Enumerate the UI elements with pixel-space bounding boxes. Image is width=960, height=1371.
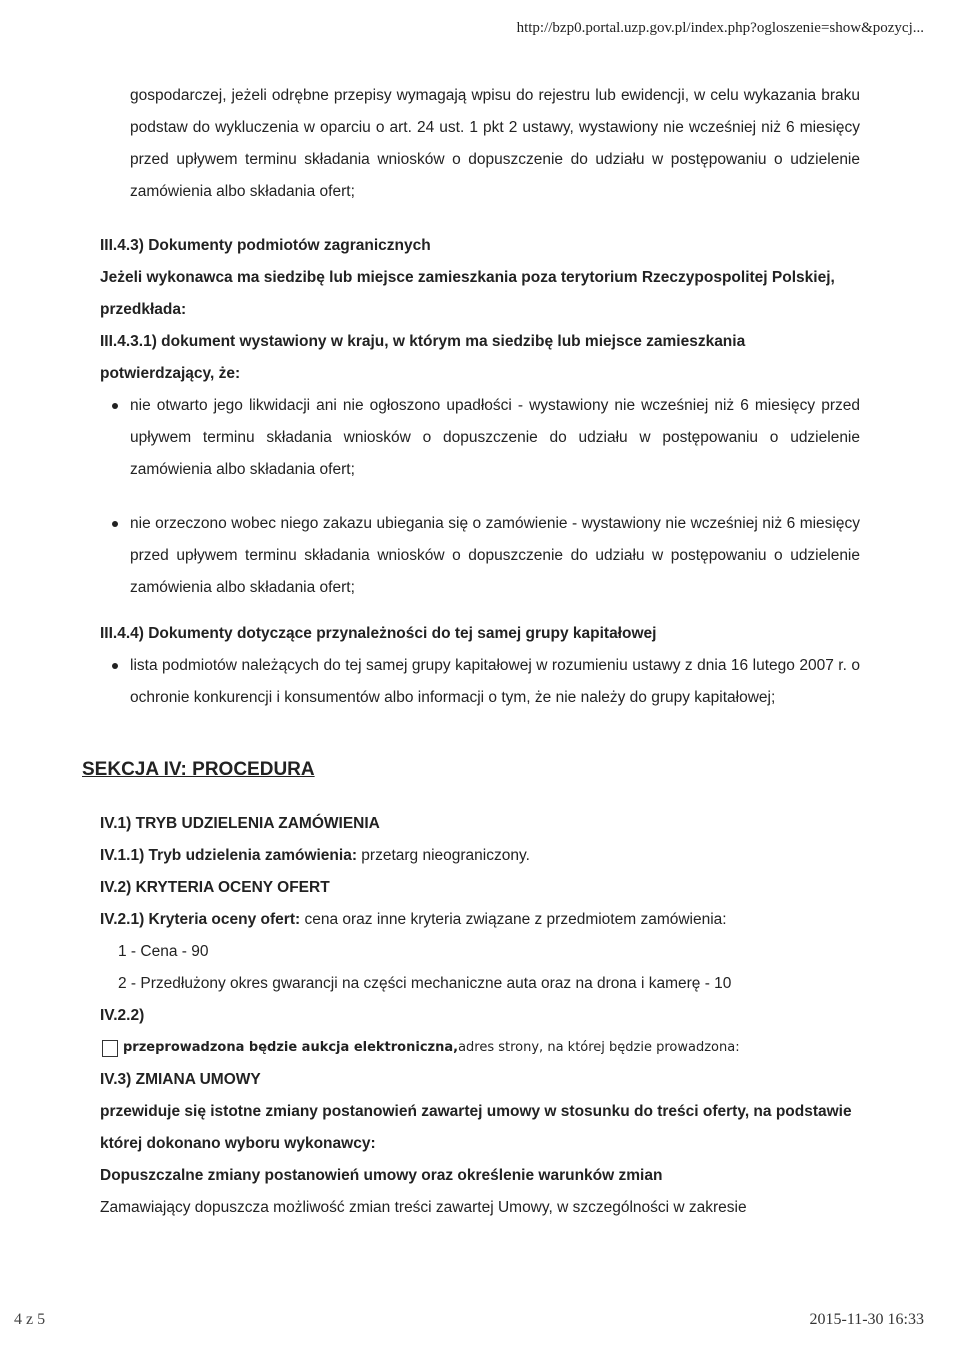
section-title: SEKCJA IV: PROCEDURA <box>82 759 315 780</box>
value-iv-2-1: cena oraz inne kryteria związane z przedmiotem zamówienia: <box>300 911 727 928</box>
label-iv-1-1: IV.1.1) Tryb udzielenia zamówienia: <box>100 847 357 864</box>
bullet-icon <box>112 521 118 527</box>
criterion-item: 1 - Cena - 90 <box>118 943 209 960</box>
heading-iv-2-2: IV.2.2) <box>100 1007 145 1024</box>
bullet-icon <box>112 663 118 669</box>
document-body <box>82 80 860 1224</box>
iv-3-subheading: Dopuszczalne zmiany postanowień umowy oraz określenie warunków zmian <box>100 1167 663 1184</box>
heading-iv-2: IV.2) KRYTERIA OCENY OFERT <box>100 879 330 896</box>
auction-label-bold: przeprowadzona będzie aukcja elektroniczna, <box>123 1040 459 1055</box>
list-item <box>100 650 860 714</box>
heading-iii-4-4: III.4.4) Dokumenty dotyczące przynależności do tej samej grupy kapitałowej <box>100 625 657 642</box>
auction-label-rest: adres strony, na której będzie prowadzona: <box>458 1040 740 1055</box>
line-iv-1-1 <box>100 840 860 872</box>
list-item-text: nie orzeczono wobec niego zakazu ubiegania się o zamówienie - wystawiony nie wcześniej niż 6 miesięcy przed upływem terminu składania wniosków o dopuszczenie do udziału w postępowaniu o udzielenie zamówienia albo składania ofert; <box>130 515 860 596</box>
auction-line <box>102 1032 860 1064</box>
line-iv-2-1 <box>100 904 860 936</box>
intro-paragraph: gospodarczej, jeżeli odrębne przepisy wymagają wpisu do rejestru lub ewidencji, w celu wykazania braku podstaw do wykluczenia w oparciu o art. 24 ust. 1 pkt 2 ustawy, wystawiony nie wcześniej niż 6 miesięcy przed upływem terminu składania wniosków o dopuszczenie do udziału w postępowaniu o udzielenie zamówienia albo składania ofert; <box>130 87 860 200</box>
bullet-icon <box>112 403 118 409</box>
list-item-text: lista podmiotów należących do tej samej grupy kapitałowej w rozumieniu ustawy z dnia 16 lutego 2007 r. o ochronie konkurencji i konsumentów albo informacji o tym, że nie należy do grupy kapitałowej; <box>130 657 860 706</box>
heading-iii-4-3: III.4.3) Dokumenty podmiotów zagranicznych <box>100 237 431 254</box>
heading-iv-1: IV.1) TRYB UDZIELENIA ZAMÓWIENIA <box>100 815 380 832</box>
page-number: 4 z 5 <box>14 1311 46 1328</box>
iv-3-text: Zamawiający dopuszcza możliwość zmian treści zawartej Umowy, w szczególności w zakresie <box>100 1199 747 1216</box>
list-item-text: nie otwarto jego likwidacji ani nie ogłoszono upadłości - wystawiony nie wcześniej niż 6 miesięcy przed upływem terminu składania wniosków o dopuszczenie do udziału w postępowaniu o udzielenie zamówienia albo składania ofert; <box>130 397 860 478</box>
bullet-list-iii-4-4 <box>100 650 860 714</box>
value-iv-1-1: przetarg nieograniczony. <box>356 847 530 864</box>
list-item <box>100 508 860 604</box>
print-datetime: 2015-11-30 16:33 <box>809 1311 924 1328</box>
iv-3-statement: przewiduje się istotne zmiany postanowień zawartej umowy w stosunku do treści oferty, na podstawie której dokonano wyboru wykonawcy: <box>100 1103 852 1152</box>
label-iv-2-1: IV.2.1) Kryteria oceny ofert: <box>100 911 301 928</box>
subheading-iii-4-3: Jeżeli wykonawca ma siedzibę lub miejsce zamieszkania poza terytorium Rzeczypospolitej Polskiej, przedkłada: <box>100 269 835 318</box>
list-item <box>100 390 860 486</box>
page-url: http://bzp0.portal.uzp.gov.pl/index.php?ogloszenie=show&pozycj... <box>516 20 924 36</box>
item-iii-4-3-1: III.4.3.1) dokument wystawiony w kraju, w którym ma siedzibę lub miejsce zamieszkania potwierdzający, że: <box>100 333 746 382</box>
auction-checkbox[interactable] <box>102 1040 118 1057</box>
heading-iv-3: IV.3) ZMIANA UMOWY <box>100 1071 261 1088</box>
criterion-item: 2 - Przedłużony okres gwarancji na części mechaniczne auta oraz na drona i kamerę - 10 <box>118 975 732 992</box>
bullet-list-iii-4-3 <box>100 390 860 604</box>
